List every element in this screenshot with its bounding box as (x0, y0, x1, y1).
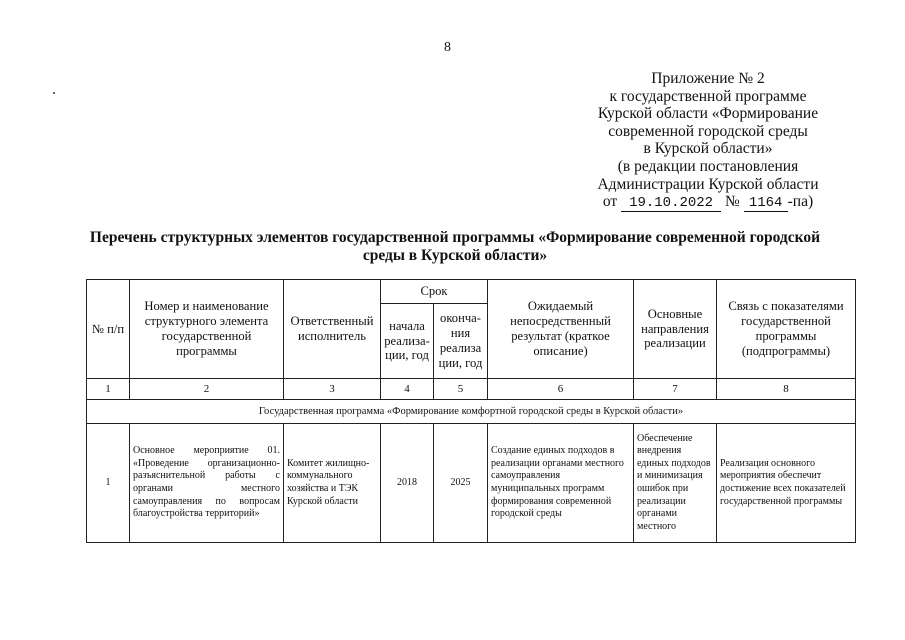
appendix-line: Приложение № 2 (651, 70, 765, 87)
appendix-line: к государственной программе (609, 87, 807, 105)
row-num: 1 (87, 424, 130, 543)
appendix-line: в Курской области» (643, 140, 773, 158)
appendix-line: Курской области «Формирование (597, 105, 819, 123)
program-group-title: Государственная программа «Формирование комфортной городской среды в Курской области» (87, 400, 856, 424)
header-result: Ожидаемый непосредственный результат (краткое описание) (488, 280, 634, 379)
header-row (87, 280, 856, 304)
number-prefix: № (724, 193, 740, 211)
row-start: 2018 (381, 424, 434, 543)
date-prefix: от (602, 193, 618, 211)
page-number: 8 (444, 40, 451, 55)
column-number: 7 (634, 379, 717, 400)
column-number: 8 (717, 379, 856, 400)
number-field (744, 194, 788, 212)
row-result: Создание единых подходов в реализации органами местного самоуправления муниципальных программ формирования современной городской среды (488, 424, 634, 543)
column-number: 2 (130, 379, 284, 400)
appendix-block (560, 70, 856, 212)
header-term: Срок (381, 280, 488, 304)
scan-speck (53, 92, 55, 94)
column-number: 5 (434, 379, 488, 400)
header-num: № п/п (87, 280, 130, 379)
header-directions: Основные направления реализации (634, 280, 717, 379)
header-start: начала реализа-ции, год (381, 304, 434, 379)
row-end: 2025 (434, 424, 488, 543)
row-link: Реализация основного мероприятия обеспечит достижение всех показателей государственной программы (717, 424, 856, 543)
header-executor: Ответственный исполнитель (284, 280, 381, 379)
document-title: Перечень структурных элементов государственной программы «Формирование современной городской среды в Курской области» (89, 229, 821, 264)
column-number: 4 (381, 379, 434, 400)
appendix-date-line (560, 193, 856, 212)
column-number: 3 (284, 379, 381, 400)
row-name: Основное мероприятие 01. «Проведение организационно-разъяснительной работы с органами местного самоуправления по вопросам благоустройства территорий» (130, 424, 284, 543)
row-executor: Комитет жилищно-коммунального хозяйства и ТЭК Курской области (284, 424, 381, 543)
date-value: 19.10.2022 (629, 195, 714, 212)
row-directions: Обеспечение внедрения единых подходов и минимизация ошибок при реализации органами местного (634, 424, 717, 543)
header-link: Связь с показателями государственной программы (подпрограммы) (717, 280, 856, 379)
table-row (87, 424, 856, 543)
appendix-line: современной городской среды (608, 122, 808, 140)
appendix-line: (в редакции постановления (617, 157, 799, 175)
number-suffix: -па) (787, 193, 814, 211)
structure-table (86, 279, 856, 543)
appendix-line: Администрации Курской области (597, 175, 819, 193)
header-end: оконча-ния реализа ции, год (434, 304, 488, 379)
column-number: 1 (87, 379, 130, 400)
column-number: 6 (488, 379, 634, 400)
column-number-row (87, 379, 856, 400)
number-value: 1164 (748, 195, 783, 212)
program-group-row (87, 400, 856, 424)
date-field (621, 194, 721, 212)
header-name: Номер и наименование структурного элемента государственной программы (130, 280, 284, 379)
